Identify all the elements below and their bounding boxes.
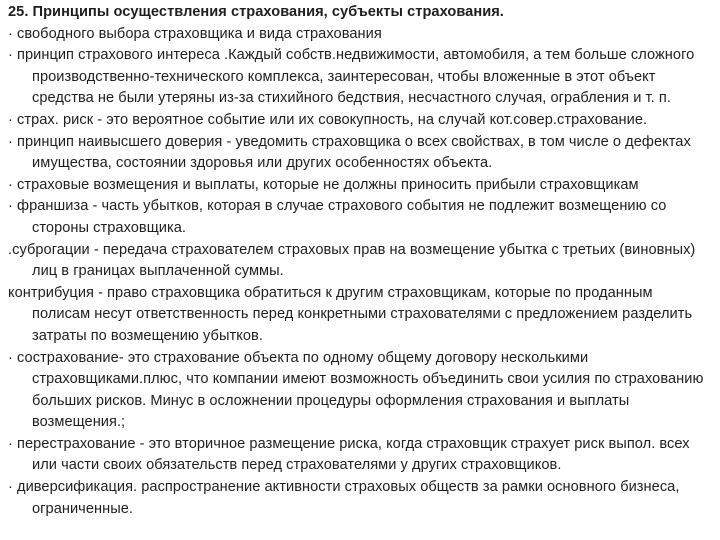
list-item-diversification: · диверсификация. распространение активности страховых обществ за рамки основного бизнеса, ограниченные. bbox=[8, 479, 680, 517]
list-item-franchise: · франшиза - часть убытков, которая в случае страхового события не подлежит возмещению со стороны страховщика. bbox=[8, 198, 667, 236]
list-item-free-choice: · свободного выбора страховщика и вида страхования bbox=[8, 25, 382, 42]
list-item-reinsurance: · перестрахование - это вторичное размещение риска, когда страховщик страхует риск выпол. всех или части своих обязательств перед страхователями у других страховщиков. bbox=[8, 435, 690, 474]
list-item-indemnity: · страховые возмещения и выплаты, которые не должны приносить прибыли страховщикам bbox=[8, 176, 639, 193]
list-item-insurable-interest: · принцип страхового интереса .Каждый собств.недвижимости, автомобиля, а тем больше сложного производственно-технического комплекса, заинтересован, чтобы вложенные в этот объект средства не были утеряны из-за стихийного бедствия, несчастного случая, ограбления и т. п. bbox=[8, 47, 695, 107]
list-item-insurance-risk: · страх. риск - это вероятное событие или их совокупность, на случай кот.совер.страхование. bbox=[8, 111, 648, 128]
list-item-coinsurance: · сострахование- это страхование объекта по одному общему договору несколькими страховщиками.плюс, что компании имеют возможность объединить свои усилия по страхованию больших рисков. Минус в осложнении процедуры оформления страхования и выплаты возмещения.; bbox=[8, 349, 704, 431]
list-item-contribution: контрибуция - право страховщика обратиться к другим страховщикам, которые по проданным полисам несут ответственность перед конкретными страхователями с предложением разделить затраты по возмещению убытков. bbox=[8, 284, 693, 344]
list-item-subrogation: .суброгации - передача страхователем страховых прав на возмещение убытка с третьих (виновных) лиц в границах выплаченной суммы. bbox=[8, 241, 696, 280]
document-title: 25. Принципы осуществления страхования, субъекты страхования. bbox=[8, 4, 504, 20]
list-item-utmost-good-faith: · принцип наивысшего доверия - уведомить страховщика о всех свойствах, в том числе о дефектах имущества, состоянии здоровья или других особенностях объекта. bbox=[8, 133, 691, 172]
